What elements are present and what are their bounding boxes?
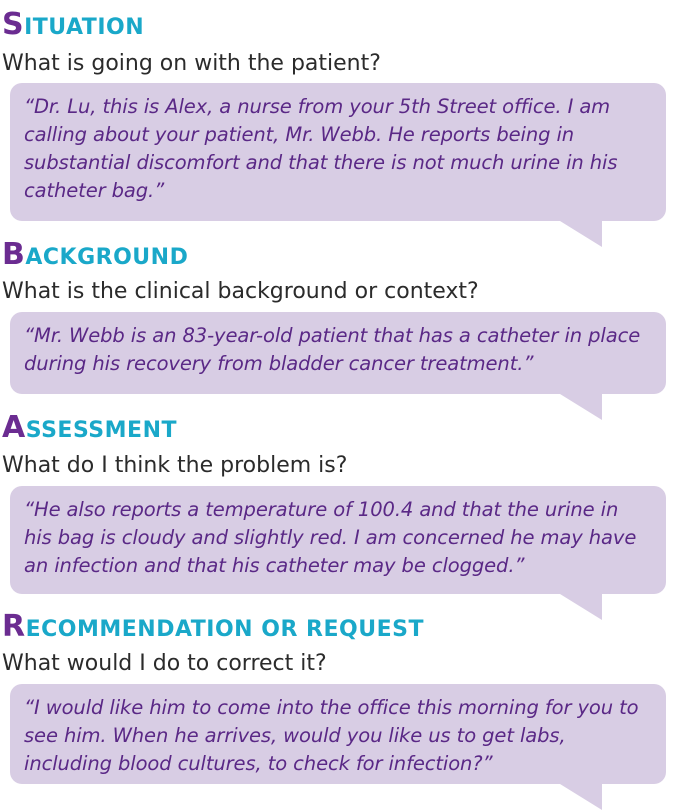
assessment-heading-rest: SSESSMENT <box>25 418 177 443</box>
assessment-question: What do I think the problem is? <box>2 453 348 478</box>
recommendation-quote: “I would like him to come into the office this morning for you to see him. When he arrives, would you like us to get labs, including blood cultures, to check for infection?” <box>24 696 639 775</box>
assessment-speech-bubble <box>10 486 666 594</box>
background-question: What is the clinical background or context? <box>2 279 479 304</box>
situation-question: What is going on with the patient? <box>2 51 381 76</box>
background-heading <box>2 237 189 273</box>
assessment-heading <box>2 410 177 446</box>
assessment-quote: “He also reports a temperature of 100.4 and that the urine in his bag is cloudy and slightly red. I am concerned he may have an infection and that his catheter may be clogged.” <box>24 498 637 577</box>
situation-quote: “Dr. Lu, this is Alex, a nurse from your 5th Street office. I am calling about your patient, Mr. Webb. He reports being in substantial discomfort and that there is not much urine in his catheter bag.” <box>24 95 618 202</box>
assessment-heading-initial: A <box>2 410 26 445</box>
recommendation-speech-bubble <box>10 684 666 784</box>
situation-heading-initial: S <box>2 7 25 42</box>
recommendation-heading <box>2 609 424 645</box>
background-speech-bubble <box>10 312 666 394</box>
situation-heading-rest: ITUATION <box>24 15 145 40</box>
background-heading-initial: B <box>2 237 26 272</box>
background-heading-rest: ACKGROUND <box>25 245 189 270</box>
recommendation-heading-initial: R <box>2 609 26 644</box>
background-quote: “Mr. Webb is an 83-year-old patient that has a catheter in place during his recovery from bladder cancer treatment.” <box>24 324 641 375</box>
situation-heading <box>2 7 145 43</box>
situation-speech-bubble <box>10 83 666 221</box>
recommendation-question: What would I do to correct it? <box>2 651 327 676</box>
recommendation-heading-rest: ECOMMENDATION OR REQUEST <box>25 617 424 642</box>
